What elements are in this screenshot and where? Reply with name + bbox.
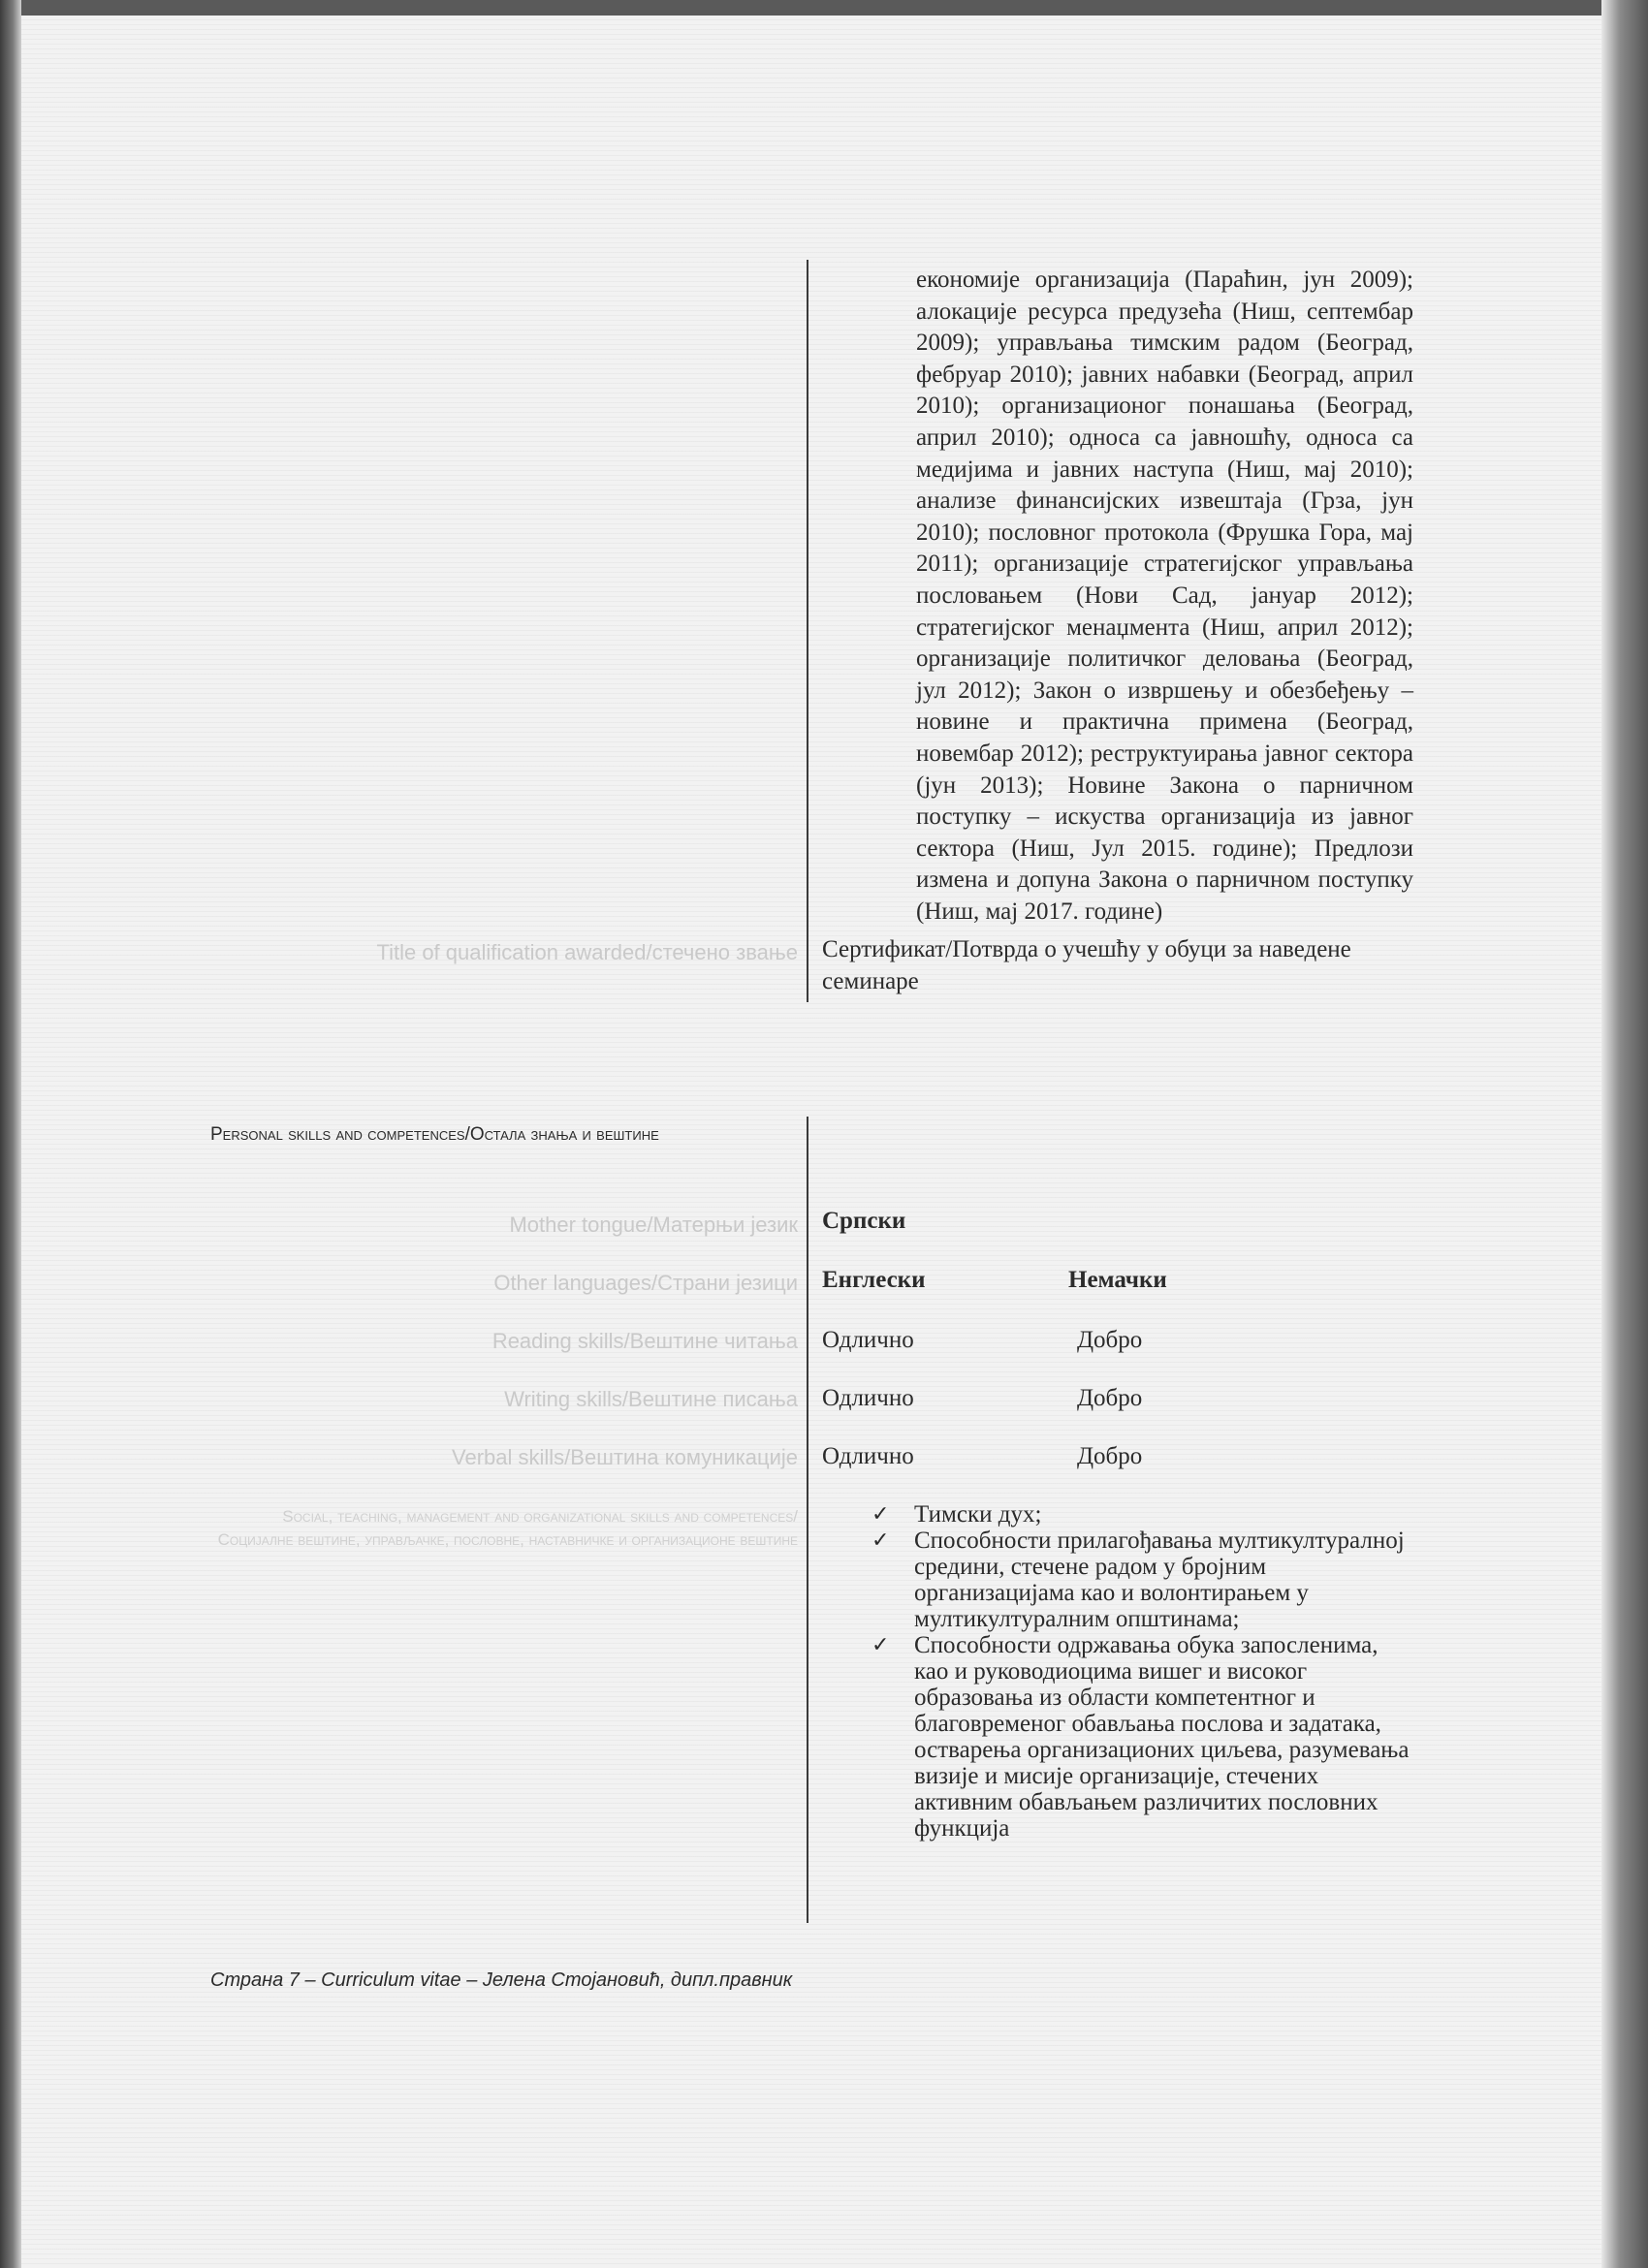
social-skills-list [868,1501,1410,1842]
mother-tongue-value: Српски [822,1208,906,1234]
writing-english-value: Одлично [822,1385,914,1411]
seminars-text: економије организација (Параћин, јун 2009); алокације ресурса предузећа (Ниш, септембар 2009); управљања тимским радом (Београд, фебруар 2010); јавних набавки (Београд, април 2010); организационог понашања (Београд, април 2010); односа са јавношћу, односа са медијима и јавних наступа (Ниш, мај 2010); анализе финансијских извештаја (Грза, јун 2010); пословног протокола (Фрушка Гора, мај 2011); организације стратегијског управљања пословањем (Нови Сад, јануар 2012); стратегијског менаџмента (Ниш, април 2012); организације политичког деловања (Београд, јул 2012); Закон о извршењу и обезбеђењу – новине и практична примена (Београд, новембар 2012); реструктуирања јавног сектора (јун 2013); Новине Закона о парничном поступку – искуства организација из јавног сектора (Ниш, Јул 2015. године); Предлози измена и допуна Закона о парничном поступку (Ниш, мај 2017. године) [916,267,1413,925]
list-item [868,1528,1410,1632]
checkmark-icon: ✓ [872,1502,890,1527]
qualification-value-line1: Сертификат/Потврда о учешћу у обуци за наведене [822,936,1351,962]
skill-text: Способности одржавања обука запосленима, као и руководиоцима вишег и високог образовања из области компетентног и благовременог обављања послова и задатака, остварења организационих циљева, разумевања визије и мисије организације, стечених активним обављањем различитих пословних функција [914,1632,1410,1842]
reading-english-value: Одлично [822,1327,914,1353]
column-divider-bottom [807,1117,808,1923]
checkmark-icon: ✓ [872,1528,890,1553]
reading-german-value: Добро [1077,1327,1143,1353]
personal-skills-header: Personal skills and competences/Остала знања и вештине [210,1124,659,1145]
language-english: Енглески [822,1267,926,1293]
list-item [868,1501,1410,1528]
skill-text: Тимски дух; [914,1501,1042,1528]
checkmark-icon: ✓ [872,1633,890,1657]
qualification-label: Title of qualification awarded/стечено звање [376,940,798,964]
other-languages-label: Other languages/Страни језици [493,1271,798,1295]
verbal-german-value: Добро [1077,1443,1143,1469]
scan-border-right [1601,0,1648,2268]
language-german: Немачки [1068,1267,1167,1293]
qualification-value-line2: семинаре [822,968,919,994]
page-footer: Страна 7 – Curriculum vitae – Јелена Стојановић, дипл.правник [210,1969,793,1991]
writing-skills-label: Writing skills/Вештине писања [504,1387,798,1411]
verbal-english-value: Одлично [822,1443,914,1469]
skill-text: Способности прилагођавања мултикултуралној средини, стечене радом у бројним организацијама као и волонтирањем у мултикултуралним општинама; [914,1528,1405,1632]
column-divider-top [807,260,808,1002]
scan-border-left [0,0,21,2268]
mother-tongue-label: Mother tongue/Матерњи језик [509,1213,798,1237]
writing-german-value: Добро [1077,1385,1143,1411]
verbal-skills-label: Verbal skills/Вештина комуникације [452,1445,798,1469]
scan-border-top [0,0,1648,16]
list-item [868,1632,1410,1842]
social-skills-label: Social, teaching, management and organizational skills and competences/Социјалне вештине, управљачке, пословне, наставничке и организационе вештине [217,1507,798,1549]
reading-skills-label: Reading skills/Вештине читања [491,1329,798,1353]
